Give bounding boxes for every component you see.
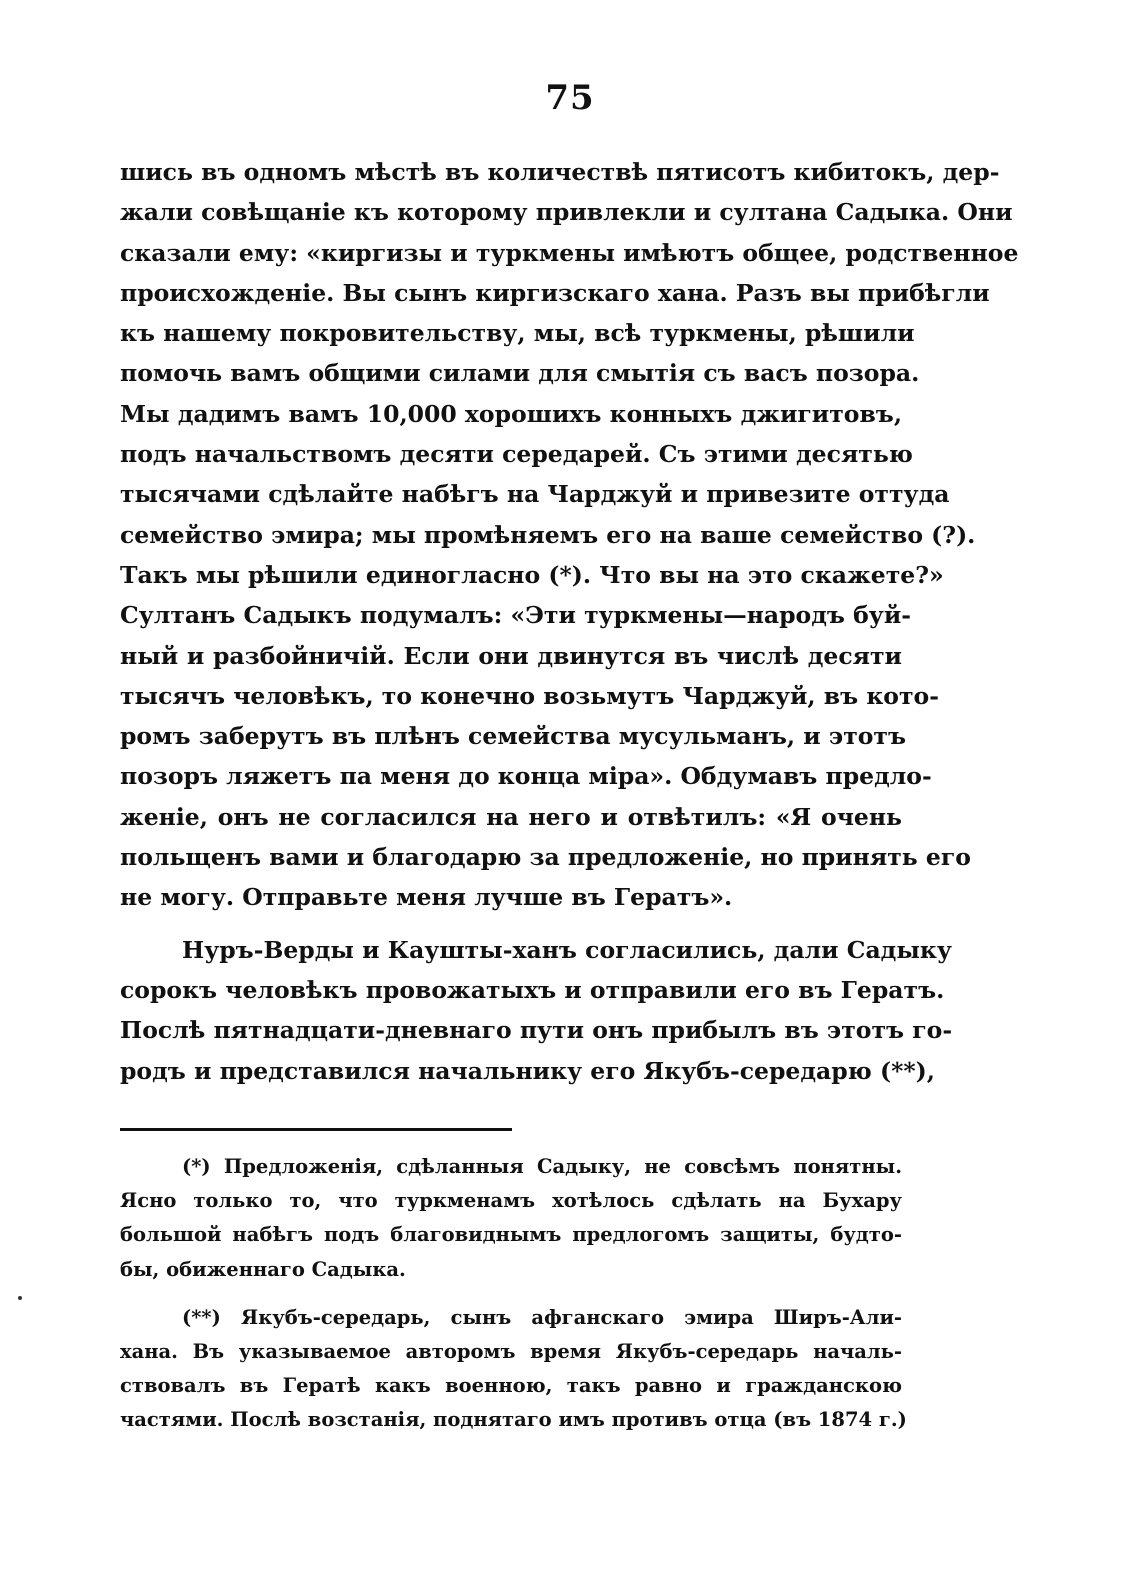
- text-line: Послѣ пятнадцати-дневнаго пути онъ прибылъ въ этотъ го-: [120, 1016, 953, 1045]
- footnote-line: частями. Послѣ возстанія, поднятаго имъ противъ отца (въ 1874 г.): [120, 1408, 907, 1432]
- text-line: происхожденіе. Вы сынъ киргизскаго хана. Разъ вы прибѣгли: [120, 278, 990, 307]
- text-line: тысячами сдѣлайте набѣгъ на Чарджуй и привезите оттуда: [120, 480, 950, 509]
- text-line: Нуръ-Верды и Каушты-ханъ согласились, дали Садыку: [182, 935, 952, 964]
- page-number: 75: [545, 78, 595, 118]
- text-line: Такъ мы рѣшили единогласно (*). Что вы на это скажете?»: [120, 560, 944, 589]
- text-line: ный и разбойничій. Если они двинутся въ числѣ десяти: [120, 641, 902, 670]
- footnote-line: Ясно только то, что туркменамъ хотѣлось сдѣлать на Бухару: [120, 1189, 902, 1213]
- text-line: польщенъ вами и благодарю за предложеніе, но принять его: [120, 843, 971, 872]
- footnote-line: ствовалъ въ Гератѣ какъ военною, такъ равно и гражданскою: [120, 1374, 902, 1398]
- text-line: не могу. Отправьте меня лучше въ Гератъ».: [120, 883, 733, 912]
- footnotes: [120, 1150, 907, 1438]
- paragraph: [120, 152, 1019, 918]
- footnote-divider: [120, 1128, 512, 1131]
- footnote-line: большой набѣгъ подъ благовиднымъ предлогомъ защиты, будто-: [120, 1223, 902, 1247]
- text-line: семейство эмира; мы промѣняемъ его на ваше семейство (?).: [120, 520, 976, 549]
- footnote-line: бы, обиженнаго Садыка.: [120, 1257, 406, 1281]
- paragraph: [120, 930, 953, 1091]
- text-line: позоръ ляжетъ па меня до конца міра». Обдумавъ предло-: [120, 762, 932, 791]
- text-line: Мы дадимъ вамъ 10,000 хорошихъ конныхъ джигитовъ,: [120, 399, 902, 428]
- text-line: сказали ему: «киргизы и туркмены имѣютъ общее, родственное: [120, 238, 1019, 267]
- text-line: женіе, онъ не согласился на него и отвѣтилъ: «Я очень: [120, 802, 902, 831]
- footnote-line: хана. Въ указываемое авторомъ время Якубъ-середарь началь-: [120, 1339, 902, 1363]
- text-line: родъ и представился начальнику его Якубъ-середарю (**),: [120, 1056, 935, 1085]
- text-line: помочь вамъ общими силами для смытія съ васъ позора.: [120, 359, 920, 388]
- footnote: [120, 1150, 902, 1287]
- text-line: жали совѣщаніе къ которому привлекли и султана Садыка. Они: [120, 198, 1013, 227]
- margin-speck: [18, 1296, 22, 1300]
- text-line: подъ начальствомъ десяти середарей. Съ этими десятью: [120, 440, 913, 469]
- paragraph-gap: [120, 918, 902, 930]
- text-line: шись въ одномъ мѣстѣ въ количествѣ пятисотъ кибитокъ, дер-: [120, 158, 1000, 186]
- text-line: ромъ заберутъ въ плѣнъ семейства мусульманъ, и этотъ: [120, 722, 907, 751]
- footnote-gap: [120, 1287, 902, 1301]
- footnote: [120, 1301, 907, 1438]
- footnote-line: (**) Якубъ-середарь, сынъ афганскаго эмира Ширъ-Али-: [182, 1305, 902, 1329]
- footnote-line: (*) Предложенія, сдѣланныя Садыку, не совсѣмъ понятны.: [182, 1155, 902, 1178]
- text-line: сорокъ человѣкъ провожатыхъ и отправили его въ Гератъ.: [120, 975, 945, 1004]
- text-line: тысячъ человѣкъ, то конечно возьмутъ Чарджуй, въ кото-: [120, 681, 939, 710]
- main-text: [120, 152, 1019, 1091]
- text-line: къ нашему покровительству, мы, всѣ туркмены, рѣшили: [120, 319, 915, 348]
- text-line: Султанъ Садыкъ подумалъ: «Эти туркмены—народъ буй-: [120, 601, 912, 630]
